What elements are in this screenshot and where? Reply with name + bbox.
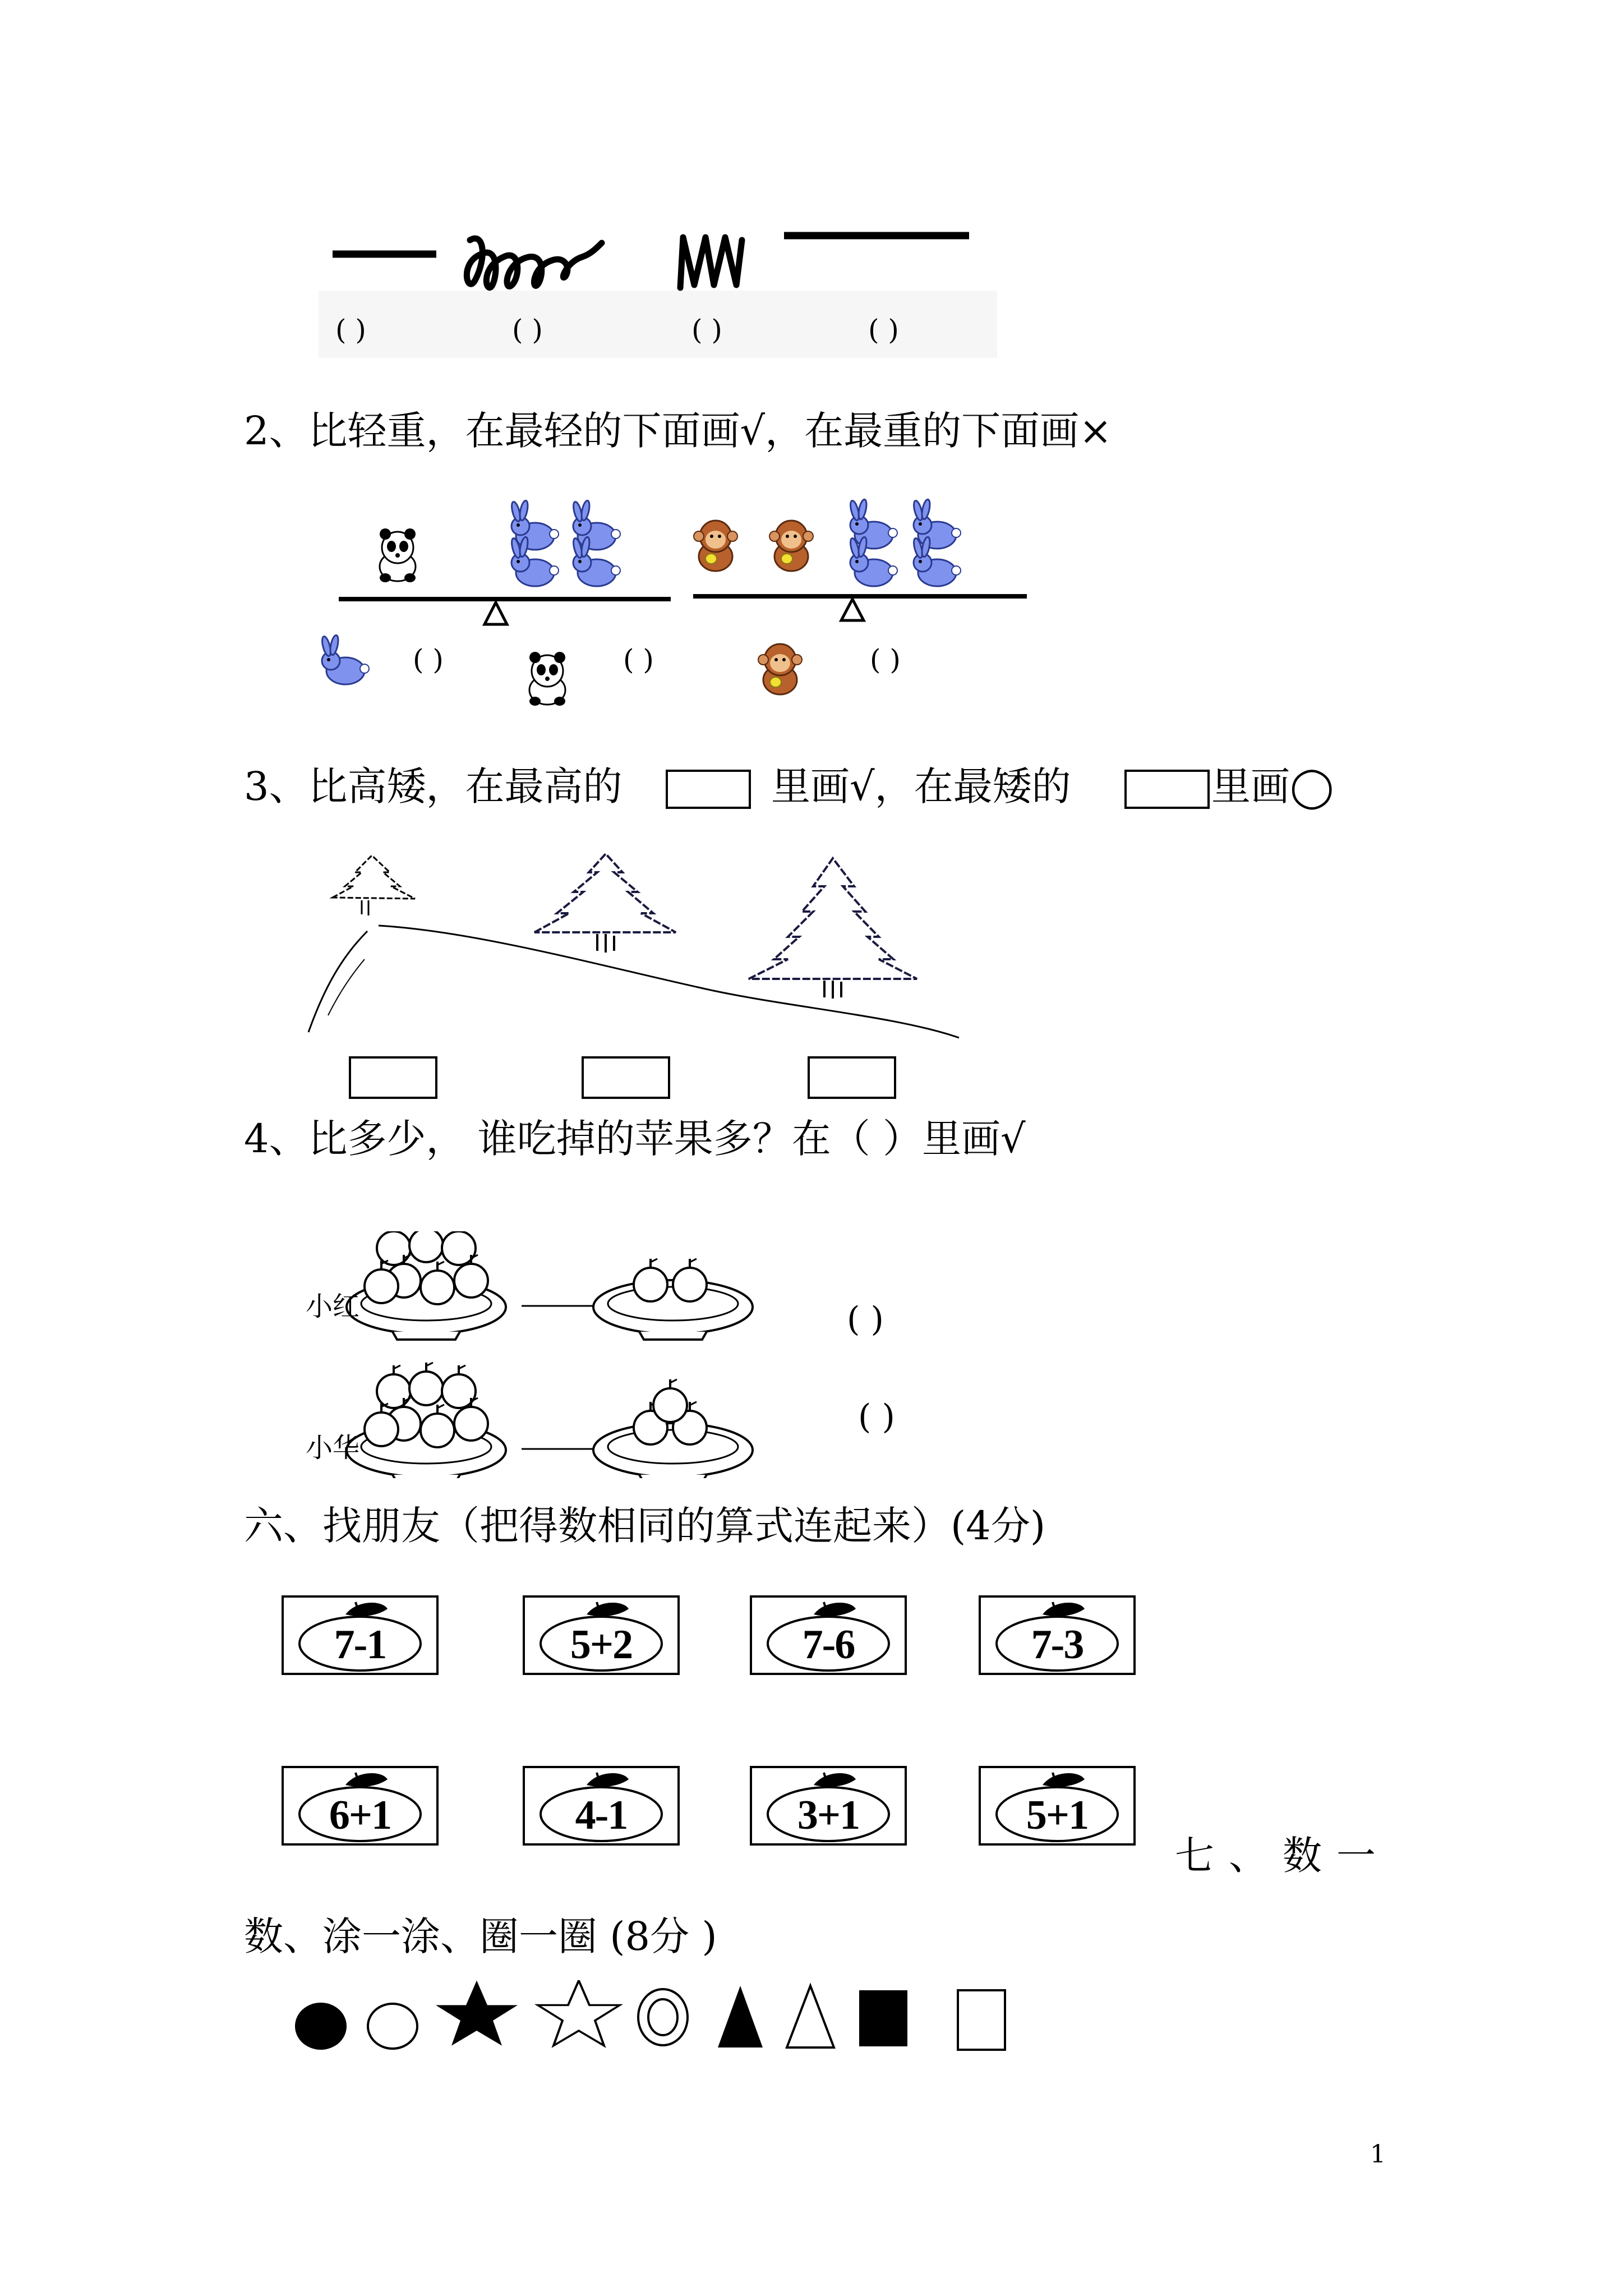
q2-title: 2、比轻重，在最轻的下面画√，在最重的下面画× bbox=[244, 408, 1112, 454]
section7-title-end: 七、数一 bbox=[1175, 1833, 1390, 1879]
shapes-row bbox=[286, 1980, 1032, 2053]
tree-box-1[interactable] bbox=[349, 1056, 437, 1099]
expr-card-top-2[interactable] bbox=[523, 1595, 680, 1675]
expr-card-top-3[interactable] bbox=[750, 1595, 907, 1675]
q1-paren-4[interactable]: ( ) bbox=[868, 314, 899, 346]
balance-image bbox=[312, 493, 1031, 724]
expr-label: 3+1 bbox=[797, 1792, 860, 1838]
q3-shortest-box[interactable] bbox=[1124, 770, 1210, 809]
q3-title-prefix: 3、比高矮，在最高的 bbox=[244, 763, 623, 809]
expr-label: 5+1 bbox=[1026, 1792, 1089, 1838]
section6-title: 六、找朋友（把得数相同的算式连起来）(4分) bbox=[244, 1503, 1046, 1549]
q1-paren-1[interactable]: ( ) bbox=[335, 314, 366, 346]
expr-label: 7-1 bbox=[334, 1622, 386, 1668]
expr-label: 5+2 bbox=[570, 1622, 633, 1668]
hollow-rectangle-icon[interactable] bbox=[958, 1990, 1005, 2050]
tree-box-2[interactable] bbox=[582, 1056, 670, 1099]
q2-paren-light[interactable]: ( ) bbox=[413, 643, 444, 676]
page-number: 1 bbox=[1370, 2140, 1386, 2169]
section7-title-line2: 数、涂一涂、圈一圈 (8分 ) bbox=[244, 1913, 717, 1959]
tree-box-3[interactable] bbox=[808, 1056, 896, 1099]
expr-card-top-1[interactable] bbox=[282, 1595, 439, 1675]
apples-drawing bbox=[303, 1231, 808, 1478]
q4-title: 4、比多少， 谁吃掉的苹果多？在（ ）里画√ bbox=[244, 1116, 1026, 1162]
q3-tallest-box[interactable] bbox=[666, 770, 751, 809]
expr-card-bottom-4[interactable] bbox=[979, 1766, 1136, 1846]
filled-star-icon[interactable] bbox=[436, 1981, 518, 2046]
filled-circle-icon[interactable] bbox=[295, 2003, 347, 2050]
hollow-triangle-icon[interactable] bbox=[787, 1986, 834, 2047]
q4-name-xiaohong: 小红 bbox=[306, 1291, 360, 1322]
q4-paren-xiaohua[interactable]: ( ) bbox=[858, 1397, 895, 1437]
apples-image bbox=[303, 1231, 808, 1478]
q1-paren-3[interactable]: ( ) bbox=[691, 314, 722, 346]
q2-paren-middle[interactable]: ( ) bbox=[623, 643, 654, 676]
expr-label: 7-3 bbox=[1031, 1622, 1083, 1668]
filled-triangle-icon[interactable] bbox=[718, 1986, 763, 2047]
hollow-star-icon[interactable] bbox=[538, 1981, 620, 2046]
q3-title-suffix: 里画◯ bbox=[1211, 763, 1334, 809]
expr-card-bottom-2[interactable] bbox=[523, 1766, 680, 1846]
q3-title-middle: 里画√，在最矮的 bbox=[771, 763, 1071, 809]
q4-paren-xiaohong[interactable]: ( ) bbox=[847, 1300, 884, 1339]
rope-image bbox=[319, 223, 997, 358]
shapes-drawing bbox=[286, 1980, 1032, 2053]
balance-drawing bbox=[312, 493, 1031, 724]
expr-card-top-4[interactable] bbox=[979, 1595, 1136, 1675]
expr-label: 7-6 bbox=[802, 1622, 855, 1668]
filled-square-icon[interactable] bbox=[859, 1990, 907, 2046]
hollow-circle-icon[interactable] bbox=[368, 2004, 417, 2049]
trees-image bbox=[306, 847, 967, 1041]
q1-paren-2[interactable]: ( ) bbox=[512, 314, 543, 346]
trees-drawing bbox=[306, 847, 967, 1041]
q2-paren-heavy[interactable]: ( ) bbox=[870, 643, 901, 676]
q4-name-xiaohua: 小华 bbox=[306, 1432, 360, 1464]
expr-card-bottom-1[interactable] bbox=[282, 1766, 439, 1846]
double-circle-icon[interactable] bbox=[638, 1989, 688, 2045]
expr-label: 6+1 bbox=[329, 1792, 391, 1838]
expr-card-bottom-3[interactable] bbox=[750, 1766, 907, 1846]
expr-label: 4-1 bbox=[575, 1792, 628, 1838]
